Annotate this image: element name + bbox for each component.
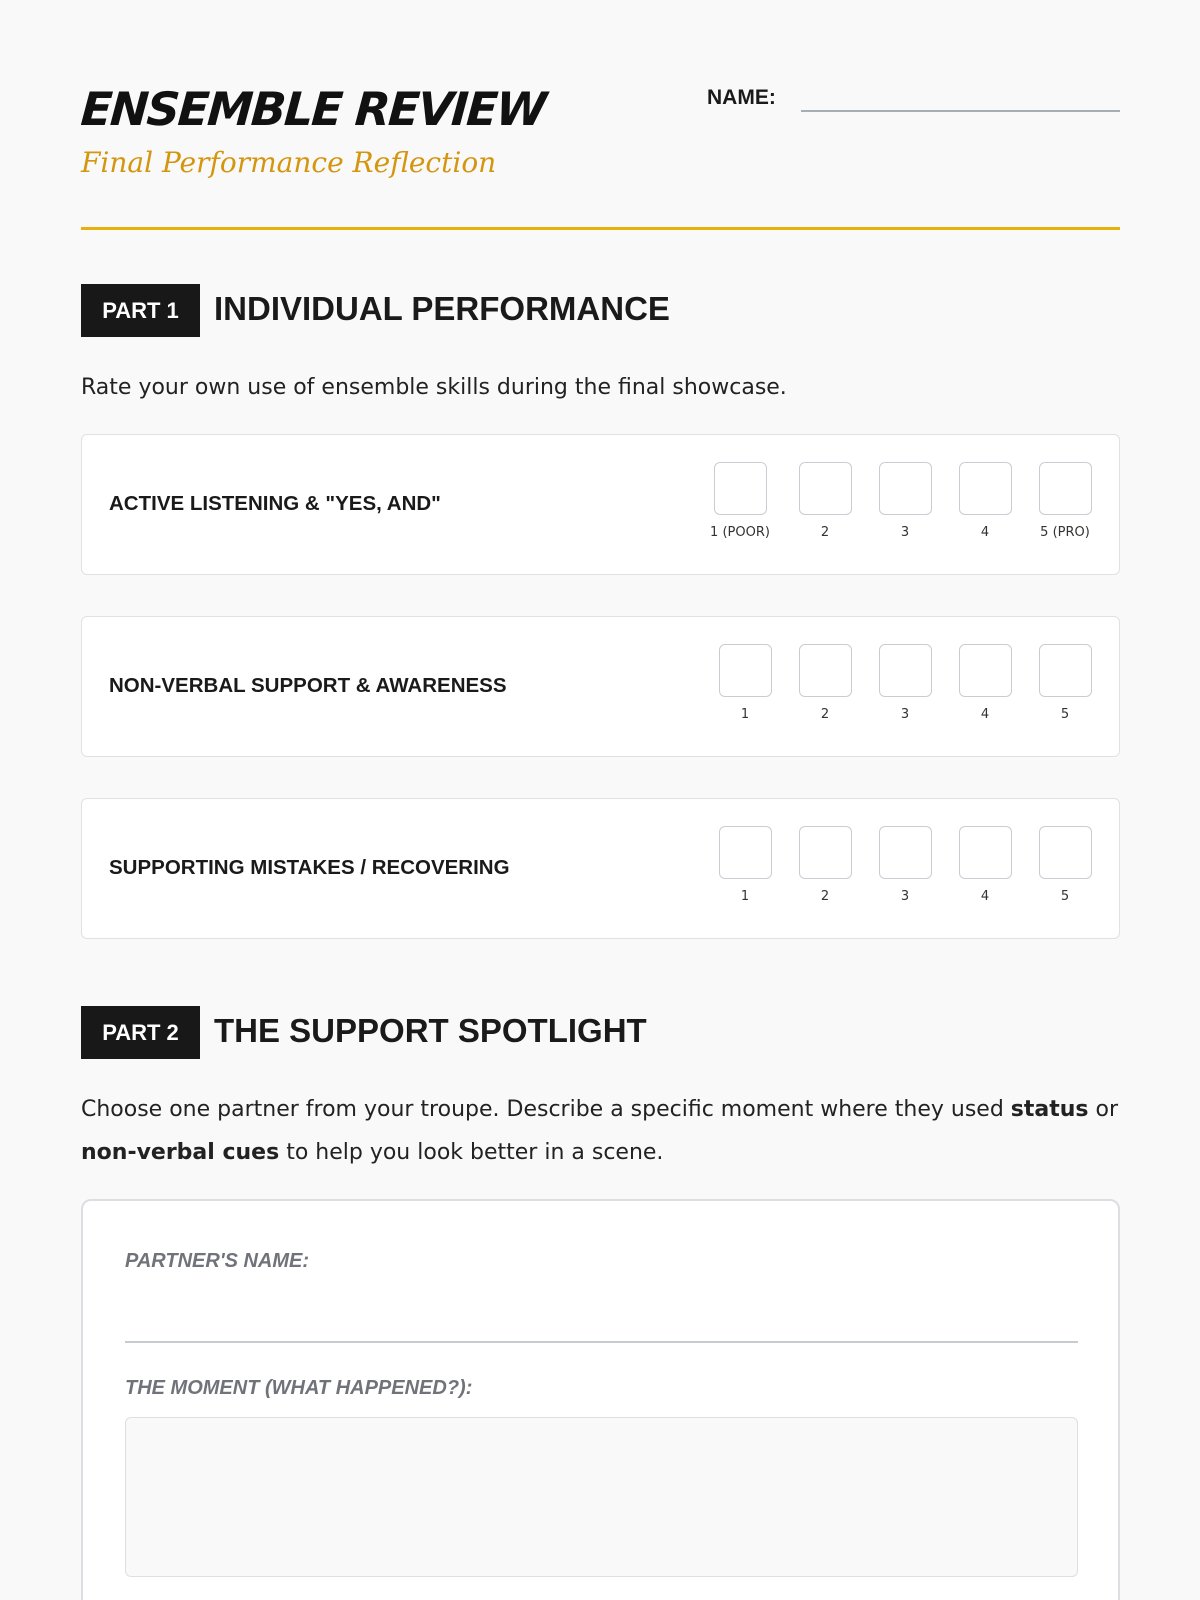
rating-option-label: 3 <box>900 707 910 722</box>
worksheet-subtitle: Final Performance Reflection <box>81 146 497 179</box>
name-label: NAME: <box>707 86 776 109</box>
part-1-badge: PART 1 <box>81 284 200 337</box>
rating-option-label: 3 <box>900 525 910 540</box>
moment-label: THE MOMENT (WHAT HAPPENED?): <box>125 1377 473 1399</box>
rating-option-label: 2 <box>820 707 830 722</box>
rating-option-label: 1 <box>740 707 750 722</box>
rating-option-2[interactable] <box>799 462 852 515</box>
rating-option-5[interactable] <box>1039 644 1092 697</box>
rating-option-1[interactable] <box>719 826 772 879</box>
rating-option-5[interactable] <box>1039 826 1092 879</box>
rating-option-label: 4 <box>980 525 990 540</box>
instructions-text: or <box>1088 1097 1119 1122</box>
moment-textarea[interactable] <box>125 1417 1078 1577</box>
rating-option-label: 2 <box>820 525 830 540</box>
rating-option-3[interactable] <box>879 826 932 879</box>
rating-option-label: 1 <box>740 889 750 904</box>
rating-row <box>81 434 1120 575</box>
rating-option-label: 5 <box>1060 889 1070 904</box>
instructions-text: to help you look better in a scene. <box>279 1140 664 1165</box>
rating-option-4[interactable] <box>959 462 1012 515</box>
partner-name-label: PARTNER'S NAME: <box>125 1250 310 1272</box>
rating-option-1[interactable] <box>714 462 767 515</box>
support-spotlight-card <box>81 1199 1120 1600</box>
name-field[interactable] <box>801 110 1120 112</box>
rating-row <box>81 798 1120 939</box>
part-1-heading: INDIVIDUAL PERFORMANCE <box>214 290 670 327</box>
rating-option-3[interactable] <box>879 462 932 515</box>
rating-option-4[interactable] <box>959 644 1012 697</box>
part-2-instructions <box>81 1088 1141 1174</box>
rating-option-label: 4 <box>980 889 990 904</box>
rating-option-label: 5 (PRO) <box>1040 525 1090 540</box>
rating-option-1[interactable] <box>719 644 772 697</box>
rating-label: SUPPORTING MISTAKES / RECOVERING <box>109 856 510 879</box>
rating-option-label: 4 <box>980 707 990 722</box>
rating-option-label: 2 <box>820 889 830 904</box>
rating-option-label: 1 (POOR) <box>710 525 770 540</box>
rating-label: ACTIVE LISTENING & "YES, AND" <box>109 492 441 515</box>
part-2-heading: THE SUPPORT SPOTLIGHT <box>214 1012 647 1049</box>
header-divider <box>81 227 1120 230</box>
rating-option-label: 5 <box>1060 707 1070 722</box>
partner-name-field[interactable] <box>125 1341 1078 1343</box>
rating-label: NON-VERBAL SUPPORT & AWARENESS <box>109 674 507 697</box>
rating-row <box>81 616 1120 757</box>
rating-option-2[interactable] <box>799 644 852 697</box>
part-1-instructions: Rate your own use of ensemble skills during the final showcase. <box>81 375 787 400</box>
worksheet-title: ENSEMBLE REVIEW <box>79 82 547 136</box>
rating-option-label: 3 <box>900 889 910 904</box>
part-2-badge: PART 2 <box>81 1006 200 1059</box>
instructions-emphasis-cues: non-verbal cues <box>81 1140 280 1165</box>
rating-option-5[interactable] <box>1039 462 1092 515</box>
rating-option-3[interactable] <box>879 644 932 697</box>
rating-option-2[interactable] <box>799 826 852 879</box>
instructions-emphasis-status: status <box>1010 1097 1089 1122</box>
instructions-text: Choose one partner from your troupe. Describe a specific moment where they used <box>81 1097 1011 1122</box>
rating-option-4[interactable] <box>959 826 1012 879</box>
